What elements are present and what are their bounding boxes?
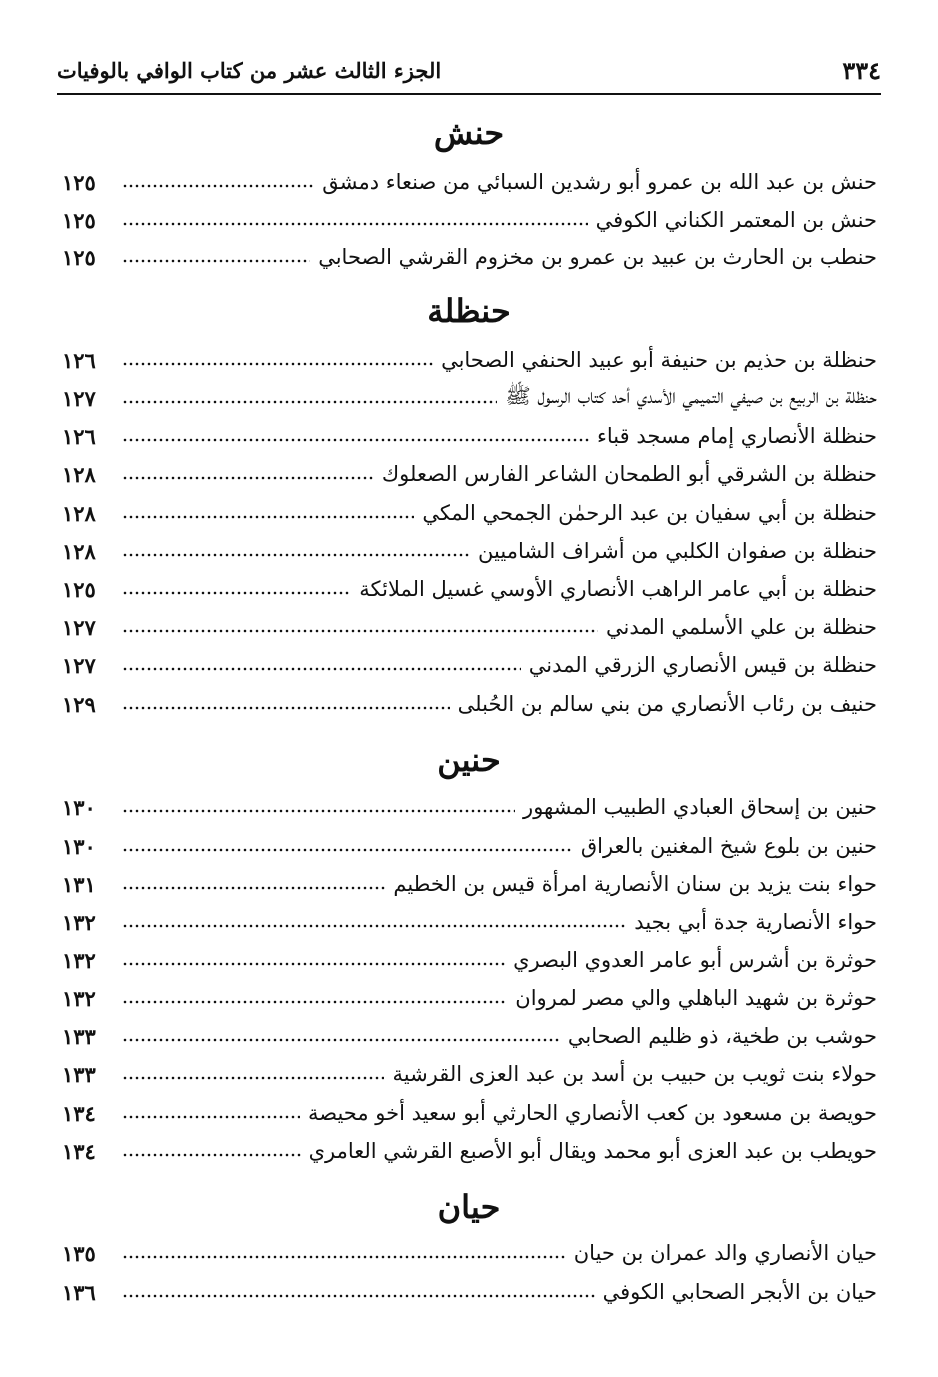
index-entry — [62, 829, 877, 863]
index-entry — [62, 981, 877, 1015]
index-entry — [62, 610, 877, 644]
entry-name: حنش بن المعتمر الكناني الكوفي — [595, 208, 877, 232]
entry-name: حويصة بن مسعود بن كعب الأنصاري الحارثي أبو سعيد أخو محيصة — [307, 1101, 877, 1125]
index-entry — [62, 1096, 877, 1130]
index-entry — [62, 496, 877, 530]
entry-name: حنطب بن الحارث بن عبيد بن عمرو بن مخزوم القرشي الصحابي — [318, 245, 877, 269]
entry-name: حنظلة بن أبي سفيان بن عبد الرحمٰن الجمحي المكي — [422, 501, 877, 525]
entry-page: ١٢٦ — [62, 347, 96, 373]
entry-name: حوشب بن طخية، ذو ظليم الصحابي — [567, 1024, 877, 1048]
entry-page: ١٣٢ — [62, 947, 96, 973]
dot-leader — [122, 1294, 595, 1298]
dot-leader — [122, 591, 351, 595]
entry-name: حنظلة بن الربيع بن صيفي التميمي الأسدي أحد كتاب الرسول ﷺ — [505, 383, 877, 408]
entry-name: حنظلة بن علي الأسلمي المدني — [605, 615, 877, 639]
section-heading: حنظلة — [427, 292, 511, 330]
section-heading: حيان — [437, 1188, 501, 1226]
dot-leader — [122, 184, 314, 188]
index-entry — [62, 419, 877, 453]
dot-leader — [122, 476, 374, 480]
entry-page: ١٣٢ — [62, 909, 96, 935]
index-entry — [62, 343, 877, 377]
entry-page: ١٢٥ — [62, 244, 96, 270]
entry-page: ١٢٧ — [62, 614, 96, 640]
index-entry — [62, 203, 877, 237]
dot-leader — [122, 438, 589, 442]
section-heading: حنين — [437, 741, 501, 779]
dot-leader — [122, 362, 433, 366]
dot-leader — [122, 886, 385, 890]
index-entry — [62, 648, 877, 682]
index-entry — [62, 381, 877, 415]
dot-leader — [122, 1076, 384, 1080]
entry-page: ١٣٤ — [62, 1100, 96, 1126]
index-entry — [62, 905, 877, 939]
entry-name: حيان بن الأبجر الصحابي الكوفي — [602, 1280, 877, 1304]
entry-page: ١٢٨ — [62, 538, 96, 564]
entry-name: حوثرة بن شهيد الباهلي والي مصر لمروان — [515, 986, 877, 1010]
entry-page: ١٢٩ — [62, 691, 96, 717]
index-entry — [62, 867, 877, 901]
page-header — [57, 52, 881, 88]
dot-leader — [122, 924, 626, 928]
dot-leader — [122, 515, 414, 519]
entry-name: حنيف بن رئاب الأنصاري من بني سالم بن الحُبلى — [457, 692, 877, 716]
index-entry — [62, 790, 877, 824]
dot-leader — [122, 1038, 560, 1042]
entry-page: ١٢٥ — [62, 207, 96, 233]
dot-leader — [122, 809, 515, 813]
entry-name: حنين بن بلوع شيخ المغنين بالعراق — [580, 834, 877, 858]
index-entry — [62, 1134, 877, 1168]
entry-name: حنظلة بن أبي عامر الراهب الأنصاري الأوسي غسيل الملائكة — [359, 577, 877, 601]
entry-name: حنظلة الأنصاري إمام مسجد قباء — [597, 424, 877, 448]
entry-page: ١٢٧ — [62, 385, 96, 411]
entry-name: حنظلة بن قيس الأنصاري الزرقي المدني — [528, 653, 877, 677]
index-entry — [62, 687, 877, 721]
entry-page: ١٢٦ — [62, 423, 96, 449]
entry-name: حنظلة بن الشرقي أبو الطمحان الشاعر الفارس الصعلوك — [381, 462, 877, 486]
running-title: الجزء الثالث عشر من كتاب الوافي بالوفيات — [57, 57, 442, 83]
dot-leader — [122, 1000, 507, 1004]
entry-name: حواء الأنصارية جدة أبي بجيد — [634, 910, 877, 934]
page-number: ٣٣٤ — [842, 55, 881, 85]
entry-page: ١٢٧ — [62, 652, 96, 678]
index-entry — [62, 1057, 877, 1091]
entry-name: حويطب بن عبد العزى أبو محمد ويقال أبو الأصبع القرشي العامري — [308, 1139, 877, 1163]
entry-page: ١٢٨ — [62, 461, 96, 487]
dot-leader — [122, 629, 598, 633]
entry-page: ١٢٥ — [62, 576, 96, 602]
dot-leader — [122, 1255, 566, 1259]
dot-leader — [122, 1115, 300, 1119]
entry-page: ١٣٠ — [62, 794, 96, 820]
index-entry — [62, 1275, 877, 1309]
entry-name: حولاء بنت ثويب بن حبيب بن أسد بن عبد العزى القرشية — [392, 1062, 877, 1086]
dot-leader — [122, 848, 573, 852]
entry-page: ١٣١ — [62, 871, 96, 897]
entry-page: ١٣٣ — [62, 1023, 96, 1049]
dot-leader — [122, 400, 497, 404]
index-entry — [62, 165, 877, 199]
entry-page: ١٢٨ — [62, 500, 96, 526]
entry-name: حواء بنت يزيد بن سنان الأنصارية امرأة قيس بن الخطيم — [393, 872, 877, 896]
dot-leader — [122, 706, 450, 710]
index-entry — [62, 572, 877, 606]
section-heading: حنش — [433, 114, 505, 152]
dot-leader — [122, 667, 521, 671]
index-entry — [62, 943, 877, 977]
entry-name: حنظلة بن حذيم بن حنيفة أبو عبيد الحنفي الصحابي — [441, 348, 877, 372]
index-entry — [62, 457, 877, 491]
dot-leader — [122, 962, 505, 966]
index-entry — [62, 534, 877, 568]
entry-page: ١٣٣ — [62, 1061, 96, 1087]
dot-leader — [122, 1153, 301, 1157]
entry-page: ١٣٠ — [62, 833, 96, 859]
dot-leader — [122, 222, 588, 226]
entry-name: حنظلة بن صفوان الكلبي من أشراف الشاميين — [478, 539, 877, 563]
dot-leader — [122, 259, 310, 263]
entry-page: ١٣٦ — [62, 1279, 96, 1305]
entry-page: ١٣٥ — [62, 1240, 96, 1266]
header-rule — [57, 93, 881, 95]
index-entry — [62, 240, 877, 274]
entry-name: حنش بن عبد الله بن عمرو أبو رشدين السبائي من صنعاء دمشق — [322, 170, 877, 194]
entry-name: حنين بن إسحاق العبادي الطبيب المشهور — [523, 795, 877, 819]
index-entry — [62, 1236, 877, 1270]
entry-name: حيان الأنصاري والد عمران بن حيان — [573, 1241, 877, 1265]
entry-page: ١٣٢ — [62, 985, 96, 1011]
entry-name: حوثرة بن أشرس أبو عامر العدوي البصري — [513, 948, 877, 972]
entry-page: ١٣٤ — [62, 1138, 96, 1164]
entry-page: ١٢٥ — [62, 169, 96, 195]
dot-leader — [122, 553, 470, 557]
index-entry — [62, 1019, 877, 1053]
